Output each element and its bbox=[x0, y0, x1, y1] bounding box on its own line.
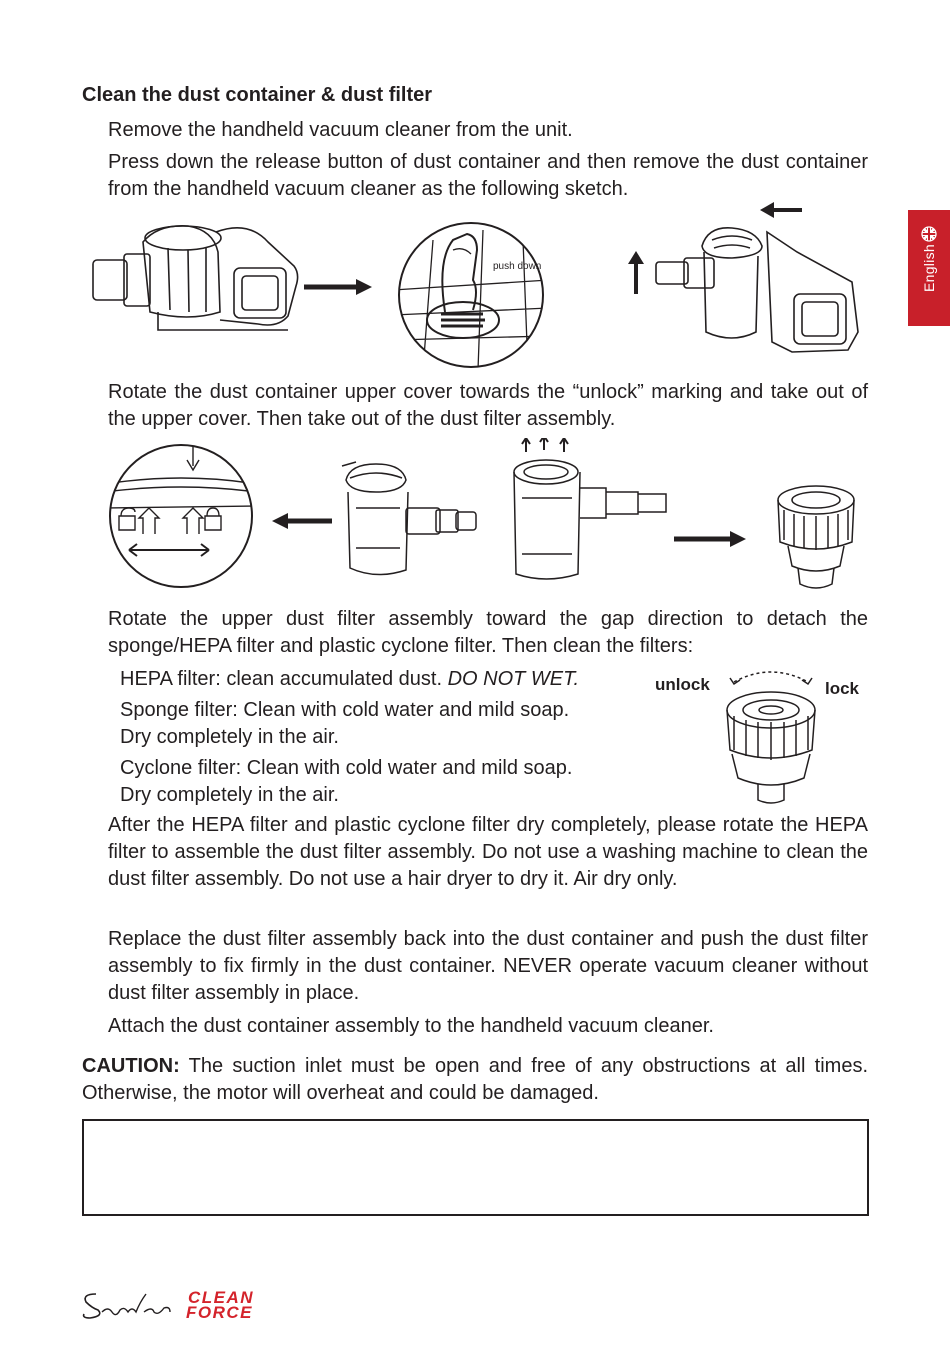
step-replace: Replace the dust filter assembly back into the dust container and push the dust filter assembly to fix firmly in the dust container. NEVER operate vacuum cleaner without dust filter assembly in place. bbox=[108, 928, 868, 1004]
step-press: Press down the release button of dust container and then remove the dust container from the handheld vacuum cleaner as the following sketch. bbox=[108, 151, 868, 200]
samba-logo bbox=[80, 1288, 176, 1324]
uk-flag-icon bbox=[921, 226, 937, 242]
cyclone-instruction: Cyclone filter: Clean with cold water and mild soap. bbox=[120, 757, 573, 779]
section-heading: Clean the dust container & dust filter bbox=[82, 84, 433, 106]
step-rotate-filter: Rotate the upper dust filter assembly toward the gap direction to detach the sponge/HEPA filter and plastic cyclone filter. Then clean the filters: bbox=[108, 608, 868, 657]
language-label: English bbox=[921, 243, 937, 293]
sponge-instruction: Sponge filter: Clean with cold water and mild soap. bbox=[120, 699, 570, 721]
push-down-detail-illustration bbox=[393, 220, 549, 370]
cyclone-dry-instruction: Dry completely in the air. bbox=[120, 784, 339, 806]
sponge-dry-instruction: Dry completely in the air. bbox=[120, 726, 339, 748]
step-attach: Attach the dust container assembly to the handheld vacuum cleaner. bbox=[108, 1015, 714, 1037]
caution-label: CAUTION: bbox=[82, 1055, 180, 1077]
hepa-instruction bbox=[120, 666, 652, 693]
arrow-left-icon bbox=[270, 510, 334, 532]
caution-paragraph bbox=[82, 1053, 868, 1107]
vacuum-handheld-illustration bbox=[88, 212, 303, 337]
note-box bbox=[82, 1119, 869, 1216]
logo-clean-text: CLEAN bbox=[188, 1288, 255, 1307]
arrow-right-icon bbox=[302, 276, 374, 298]
step-after-dry: After the HEPA filter and plastic cyclone filter dry completely, please rotate the HEPA filter to assemble the dust filter assembly. Do not use a washing machine to clean the dust filter assembly. Do not use a hair dryer to dry it. Air dry only. bbox=[108, 814, 868, 890]
dust-container-removal-illustration bbox=[652, 222, 862, 362]
unlock-marking-detail-illustration bbox=[105, 442, 257, 590]
logo-force-text: FORCE bbox=[186, 1303, 253, 1322]
push-down-label: push down bbox=[493, 261, 542, 272]
hepa-text: HEPA filter: clean accumulated dust. bbox=[120, 668, 448, 690]
arrow-left-icon bbox=[758, 200, 804, 220]
dust-container-closed-illustration bbox=[336, 458, 482, 584]
arrow-right-icon bbox=[672, 528, 748, 550]
unlock-label: unlock bbox=[655, 675, 710, 694]
dust-filter-assembly-illustration bbox=[770, 480, 862, 592]
step-remove: Remove the handheld vacuum cleaner from the unit. bbox=[108, 119, 573, 141]
dust-container-open-illustration bbox=[506, 438, 672, 584]
footer-logo bbox=[80, 1288, 280, 1328]
step-rotate-cover: Rotate the dust container upper cover towards the “unlock” marking and take out of the upper cover. Then take out of the dust filter assembly. bbox=[108, 381, 868, 430]
caution-text: The suction inlet must be open and free of any obstructions at all times. Otherwise, the motor will overheat and could be damaged. bbox=[82, 1055, 868, 1104]
lock-label: lock bbox=[825, 679, 860, 698]
hepa-warning: DO NOT WET. bbox=[447, 668, 580, 690]
filter-rotate-illustration bbox=[712, 668, 830, 806]
arrow-up-icon bbox=[626, 250, 646, 296]
